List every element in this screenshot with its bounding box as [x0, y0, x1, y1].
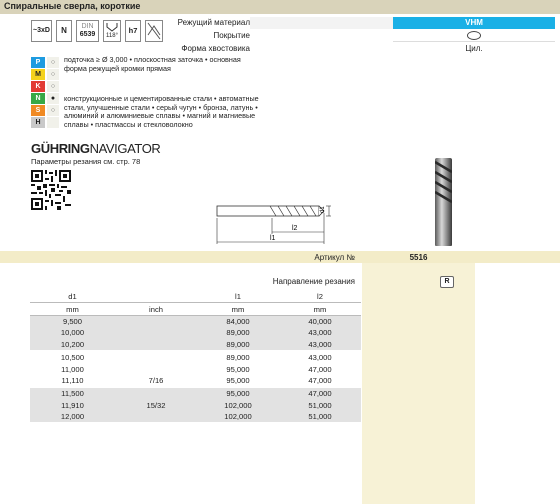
din-icon: [76, 20, 99, 42]
iso-mark-h: [47, 117, 59, 128]
cutting-direction-value: R: [444, 278, 450, 285]
cell-l2: 40,000: [279, 315, 361, 327]
table-row[interactable]: [30, 363, 361, 374]
iso-mark-n: ●: [47, 93, 59, 104]
cell-l2: 47,000: [279, 388, 361, 399]
header-l1: l1: [197, 291, 279, 303]
article-label: Артикул №: [314, 253, 355, 262]
drill-dimension-diagram: [212, 196, 332, 248]
unit-inch: inch: [115, 303, 197, 315]
cell-inch: [115, 315, 197, 327]
table-row[interactable]: [30, 400, 361, 411]
din-number: 6539: [79, 31, 96, 38]
cell-l1: 95,000: [197, 375, 279, 386]
diagram-label-l1: l1: [270, 235, 276, 242]
cell-inch: [115, 363, 197, 374]
unit-l2: mm: [279, 303, 361, 315]
table-row[interactable]: [30, 411, 361, 422]
cell-d1: 10,500: [30, 352, 115, 363]
cell-inch: [115, 411, 197, 422]
type-icon: [56, 20, 72, 42]
cell-l1: 89,000: [197, 327, 279, 338]
table-row[interactable]: [30, 375, 361, 386]
iso-group-s: S: [31, 105, 45, 116]
unit-l1: mm: [197, 303, 279, 315]
iso-group-p: P: [31, 57, 45, 68]
angle-label: 118°: [106, 33, 118, 39]
article-number: 5516: [409, 253, 428, 262]
table-row[interactable]: [30, 388, 361, 399]
point-angle-icon: [103, 20, 121, 42]
cell-l2: 47,000: [279, 375, 361, 386]
geometry-description: подточка ≥ Ø 3,000 • плоскостная заточка • основная форма режущей кромки прямая: [64, 55, 241, 73]
right-hand-cutting-icon: [440, 276, 454, 288]
header-d1: d1: [30, 291, 115, 303]
iso-group-h: H: [31, 117, 45, 128]
property-label-material: Режущий материал: [177, 18, 250, 27]
guhring-navigator-logo: [31, 141, 160, 156]
property-label-coating: Покрытие: [213, 31, 250, 40]
iso-mark-p: ○: [47, 57, 59, 68]
material-description: конструкционные и цементированные стали • автоматные стали, улучшенные стали • серый чугун • бронза, латунь • алюминий и алюминиевые сплавы • магний и магниевые сплавы • пластмассы и стекловолокно: [64, 94, 259, 129]
diagram-label-l2: l2: [292, 225, 298, 232]
drill-point-icon: [104, 22, 120, 32]
table-header-row: [30, 291, 361, 303]
diagram-label-d1: d1: [320, 206, 326, 213]
cell-d1: 11,110: [30, 375, 115, 386]
cell-l2: 51,000: [279, 400, 361, 411]
cell-l2: 43,000: [279, 339, 361, 350]
type-label: N: [61, 26, 67, 35]
header-inch: [115, 291, 197, 303]
cell-l1: 89,000: [197, 339, 279, 350]
property-label-shank: Форма хвостовика: [181, 44, 250, 53]
property-value-material: VHM: [393, 17, 555, 29]
iso-mark-s: ○: [47, 105, 59, 116]
cell-l2: 47,000: [279, 363, 361, 374]
qr-code-icon[interactable]: [31, 170, 71, 210]
cell-d1: 12,000: [30, 411, 115, 422]
property-value-shank: Цил.: [465, 44, 483, 53]
navigator-brand: GÜHRING: [31, 141, 90, 156]
length-label: ~3xD: [33, 27, 50, 34]
cell-d1: 11,910: [30, 400, 115, 411]
cell-d1: 11,500: [30, 388, 115, 399]
unit-d1: mm: [30, 303, 115, 315]
article-column: [362, 263, 475, 504]
coolant-icon: [145, 20, 163, 42]
cell-d1: 10,200: [30, 339, 115, 350]
divider: [393, 41, 555, 42]
cell-l1: 95,000: [197, 363, 279, 374]
cell-inch: [115, 388, 197, 399]
drill-table: [30, 291, 361, 422]
cell-l1: 102,000: [197, 411, 279, 422]
table-row[interactable]: [30, 315, 361, 327]
iso-group-n: N: [31, 93, 45, 104]
table-row[interactable]: [30, 339, 361, 350]
page-title: Спиральные сверла, короткие: [4, 1, 141, 11]
length-icon: [31, 20, 52, 42]
cell-l2: 51,000: [279, 411, 361, 422]
table-row[interactable]: [30, 352, 361, 363]
cell-l2: 43,000: [279, 327, 361, 338]
cell-l2: 43,000: [279, 352, 361, 363]
iso-group-m: M: [31, 69, 45, 80]
header-l2: l2: [279, 291, 361, 303]
cutting-direction-label: Направление резания: [272, 277, 355, 286]
cell-l1: 84,000: [197, 315, 279, 327]
table-row[interactable]: [30, 327, 361, 338]
cutting-params-note: Параметры резания см. стр. 78: [31, 157, 141, 166]
iso-mark-k: ○: [47, 81, 59, 92]
tolerance-icon: [125, 20, 141, 42]
cell-l1: 89,000: [197, 352, 279, 363]
din-label: DIN: [81, 23, 94, 30]
cell-l1: 95,000: [197, 388, 279, 399]
cell-inch: [115, 352, 197, 363]
iso-group-k: K: [31, 81, 45, 92]
cell-inch: 15/32: [115, 400, 197, 411]
tolerance-label: h7: [128, 26, 138, 35]
iso-mark-m: ○: [47, 69, 59, 80]
cell-d1: 9,500: [30, 315, 115, 327]
cell-inch: 7/16: [115, 375, 197, 386]
no-coolant-icon: [146, 21, 162, 41]
cell-d1: 11,000: [30, 363, 115, 374]
cell-inch: [115, 339, 197, 350]
navigator-suffix: NAVIGATOR: [89, 141, 161, 156]
cell-d1: 10,000: [30, 327, 115, 338]
cell-l1: 102,000: [197, 400, 279, 411]
cell-inch: [115, 327, 197, 338]
drill-flute-icon: [435, 158, 452, 206]
uncoated-icon: [467, 31, 481, 40]
table-units-row: [30, 303, 361, 315]
